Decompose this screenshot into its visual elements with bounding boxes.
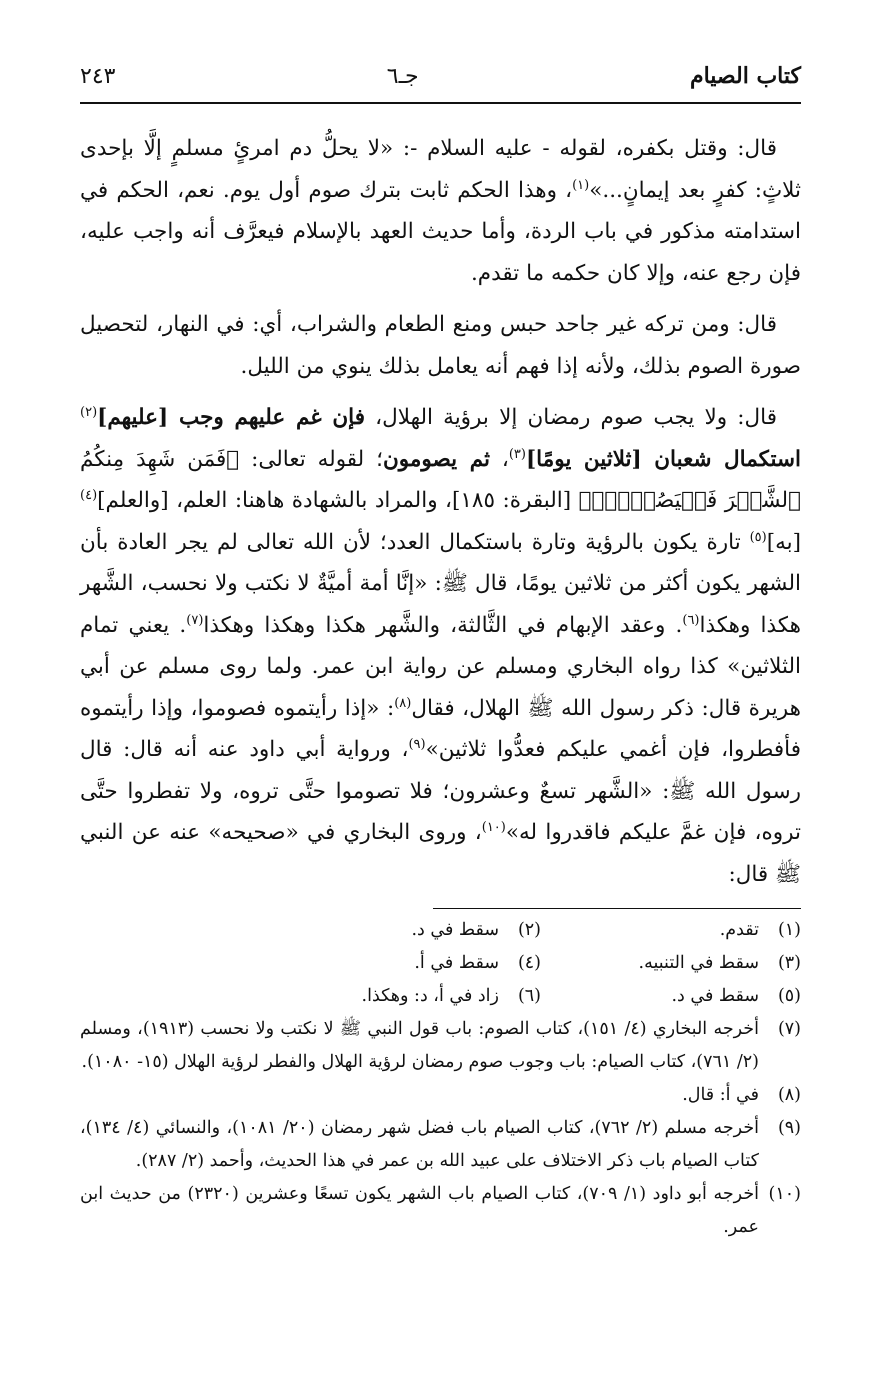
footnote-marker: (٦) (682, 612, 700, 628)
footnote-number: (١٠) (768, 1184, 801, 1204)
bold-text: استكمال شعبان [ثلاثين يومًا] (525, 446, 801, 472)
footnote-number: (٢) (517, 920, 541, 940)
footnote-text: أخرجه أبو داود (١/ ٧٠٩)، كتاب الصيام باب الشهر يكون تسعًا وعشرين (٢٣٢٠) من حديث ابن عمر. (80, 1184, 759, 1237)
footnote (80, 1079, 801, 1112)
footnote-text: سقط في د. (411, 920, 499, 940)
running-title: كتاب الصيام (689, 63, 801, 89)
footnote-marker: (٣) (508, 446, 526, 462)
text-run: . وعقد الإبهام في الثَّالثة، والشَّهر هكذا وهكذا وهكذا (203, 612, 683, 638)
footnote-text: زاد في أ، د: وهكذا. (361, 986, 499, 1006)
header-rule (80, 102, 801, 104)
footnote-marker: (٨) (394, 695, 412, 711)
bold-text: ثم يصومون (382, 446, 490, 472)
text-run: ؛ لقوله تعالى: ﴿فَمَن شَهِدَ مِنكُمُ ٱلشَّهۡرَ فَلۡيَصُمۡهُۖ﴾ [البقرة: ١٨٥]، والمراد بالشهادة هاهنا: العلم، [والعلم] (80, 446, 802, 513)
footnote-number: (٨) (777, 1085, 801, 1105)
footnotes (80, 914, 801, 1244)
footnote-marker: (١) (572, 177, 590, 193)
text-run: ، ورواية أبي داود عنه أنه قال: قال رسول الله ﷺ: «الشَّهر تسعٌ وعشرون؛ فلا تصوموا حتَّى تروه، ولا تفطروا حتَّى تروه، فإن غمَّ عليكم فاقدروا له» (80, 737, 801, 845)
footnote (301, 914, 541, 947)
footnote-text: سقط في أ. (414, 953, 499, 973)
footnote-text: أخرجه مسلم (٢/ ٧٦٢)، كتاب الصيام باب فضل شهر رمضان (٢٠/ ١٠٨١)، والنسائي (٤/ ١٣٤)، كتاب الصيام باب ذكر الاختلاف على عبيد الله بن عمر في هذا الحديث، وأحمد (٢/ ٢٨٧). (80, 1118, 759, 1171)
footnote-text: أخرجه البخاري (٤/ ١٥١)، كتاب الصوم: باب قول النبي ﷺ لا نكتب ولا نحسب (١٩١٣)، ومسلم (٢/ ٧٦١)، كتاب الصيام: باب وجوب صوم رمضان لرؤية الهلال والفطر لرؤية الهلال (١٥- ١٠٨٠). (80, 1019, 759, 1072)
footnote-separator (433, 908, 801, 909)
paragraph (80, 128, 801, 294)
footnote-text: سقط في د. (671, 986, 759, 1006)
text-run: : «إذا رأيتموه فصوموا، وإذا رأيتموه فأفطروا، فإن أغمي عليكم فعدُّوا ثلاثين» (80, 695, 802, 762)
short-footnotes (301, 914, 801, 1013)
footnote (561, 980, 801, 1013)
footnote-marker: (٩) (408, 736, 426, 752)
footnote (80, 1112, 801, 1178)
footnote-number: (٦) (517, 986, 541, 1006)
text-run: قال: وقتل بكفره، لقوله - عليه السلام -: «لا يحلُّ دم امرئٍ مسلمٍ إلَّا بإحدى ثلاثٍ: كفرٍ بعد إيمانٍ...» (80, 136, 801, 203)
text-run: تارة يكون بالرؤية وتارة باستكمال العدد؛ لأن الله تعالى لم يجر العادة بأن الشهر يكون أكثر من ثلاثين يومًا، قال ﷺ: «إنَّا أمة أميَّةٌ لا نكتب ولا نحسب، الشَّهر هكذا وهكذا (80, 529, 802, 638)
footnote-number: (٥) (777, 986, 801, 1006)
footnote (80, 1178, 801, 1244)
footnote-number: (٤) (517, 953, 541, 973)
text-run: [به] (766, 529, 801, 555)
footnote-text: سقط في التنبيه. (638, 953, 759, 973)
text-run: . يعني تمام الثلاثين» كذا رواه البخاري ومسلم عن رواية ابن عمر. ولما روى مسلم عن أبي هريرة قال: ذكر رسول الله ﷺ الهلال، فقال (80, 612, 801, 721)
footnote-text: في أ: قال. (682, 1085, 759, 1105)
footnote (561, 914, 801, 947)
footnote-text: تقدم. (719, 920, 759, 940)
footnote (301, 980, 541, 1013)
footnote (301, 947, 541, 980)
footnote (561, 947, 801, 980)
text-run: قال: ولا يجب صوم رمضان إلا برؤية الهلال، (365, 405, 778, 430)
footnote-number: (٣) (777, 953, 801, 973)
footnote-number: (٧) (777, 1019, 801, 1039)
footnote-marker: (٥) (749, 529, 767, 545)
footnote-number: (٩) (777, 1118, 801, 1138)
text-run: قال: ومن تركه غير جاحد حبس ومنع الطعام والشراب، أي: في النهار، لتحصيل صورة الصوم بذلك، ولأنه إذا فهم أنه يعامل بذلك ينوي من الليل. (80, 312, 801, 379)
page-number: ٢٤٣ (80, 63, 116, 89)
page-header (80, 56, 801, 96)
footnote-marker: (٧) (186, 612, 204, 628)
paragraph (80, 304, 801, 387)
paragraph (80, 397, 801, 895)
text-run: ، (489, 446, 509, 472)
footnote-marker: (٢) (80, 404, 98, 420)
footnote (80, 1013, 801, 1079)
text-run: ، وروى البخاري في «صحيحه» عنه عن النبي ﷺ قال: (80, 820, 801, 887)
footnote-number: (١) (777, 920, 801, 940)
volume-label: جـ٦ (386, 63, 419, 89)
bold-text: فإن غم عليهم وجب [عليهم] (97, 405, 366, 430)
main-text (80, 128, 801, 905)
footnote-marker: (١٠) (481, 819, 506, 835)
footnote-marker: (٤) (80, 487, 98, 503)
text-run: ، وهذا الحكم ثابت بترك صوم أول يوم. نعم، الحكم في استدامته مذكور في باب الردة، وأما حديث العهد بالإسلام فيعرَّف أنه واجب عليه، فإن رجع عنه، وإلا كان حكمه ما تقدم. (80, 177, 801, 286)
